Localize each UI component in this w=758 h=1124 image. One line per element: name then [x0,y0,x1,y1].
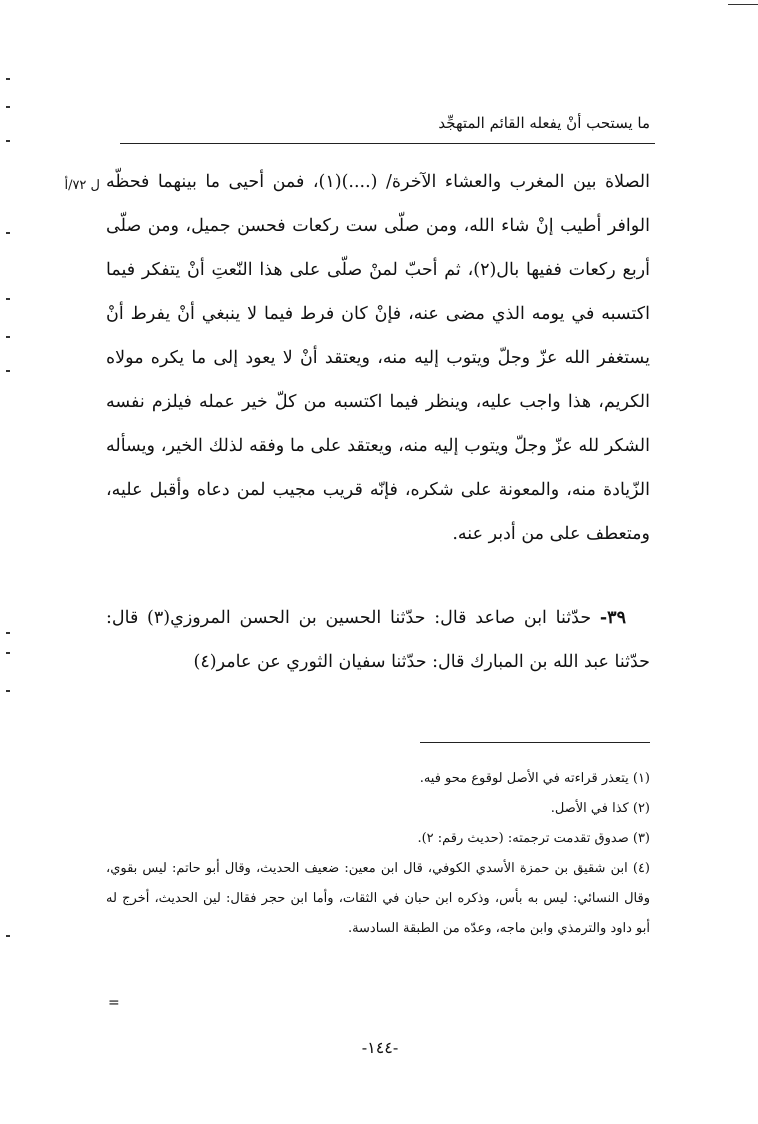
scan-edge-mark [6,298,10,300]
footnotes [106,764,650,944]
main-paragraph [106,160,650,556]
hadith-paragraph [106,596,650,684]
running-header: ما يستحب أنْ يفعله القائم المتهجِّد [438,114,650,132]
scan-edge-mark [6,232,10,234]
scan-edge-mark [6,632,10,634]
scan-edge-mark [6,336,10,338]
scan-edge-mark [6,140,10,142]
scan-edge-mark [6,935,10,937]
hadith-text: حدّثنا ابن صاعد قال: حدّثنا الحسين بن الحسن المروزي(٣) قال: حدّثنا عبد الله بن المبارك قال: حدّثنا سفيان الثوري عن عامر(٤) [106,608,650,672]
footnote: (٣) صدوق تقدمت ترجمته: (حديث رقم: ٢). [417,831,650,846]
manuscript-folio-reference: ل ٧٢/أ [64,178,100,193]
footnote: (١) يتعذر قراءته في الأصل لوقوع محو فيه. [419,771,650,786]
scan-edge-mark [6,106,10,108]
header-rule [120,143,655,144]
page-number: -١٤٤- [361,1038,399,1057]
scan-edge-mark [6,370,10,372]
hadith-entry [106,596,650,684]
footnote-rule [420,742,650,743]
scan-edge-mark [6,690,10,692]
hadith-number: ٣٩- [599,608,626,628]
continuation-mark: = [108,995,120,1011]
footnote: (٢) كذا في الأصل. [550,801,650,816]
footnote: (٤) ابن شقيق بن حمزة الأسدي الكوفي، قال ابن معين: ضعيف الحديث، وقال أبو حاتم: ليس بقوي، وقال النسائي: ليس به بأس، وذكره ابن حبان في الثقات، وأما ابن حجر فقال: لين الحديث، أخرج له أبو داود والترمذي وابن ماجه، وعدّه من الطبقة السادسة. [106,861,650,936]
paragraph-text: الصلاة بين المغرب والعشاء الآخرة/ (....)(١)، فمن أحيى ما بينهما فحظّه الوافر أطيب إنْ شاء الله، ومن صلّى ست ركعات فحسن جميل، ومن صلّى أربع ركعات ففيها بال(٢)، ثم أحبّ لمنْ صلّى على هذا النّعتِ أنْ يتفكر فيما اكتسبه في يومه الذي مضى عنه، فإنْ كان فرط فيما لا ينبغي أنْ يفرط أنْ يستغفر الله عزّ وجلّ ويتوب إليه منه، ويعتقد أنْ لا يعود إلى ما يكره مولاه الكريم، هذا واجب عليه، وينظر فيما اكتسبه من كلّ خير عمله فيلزم نفسه الشكر لله عزّ وجلّ ويتوب إليه منه، ويعتقد على ما وفقه لذلك الخير، ويسأله الزّيادة منه، والمعونة على شكره، فإنّه قريب مجيب لمن دعاه وأقبل عليه، ومتعطف على من أدبر عنه. [106,172,650,544]
scan-edge-mark [6,652,10,654]
scan-edge-mark [6,78,10,80]
scan-edge-line [728,4,758,5]
